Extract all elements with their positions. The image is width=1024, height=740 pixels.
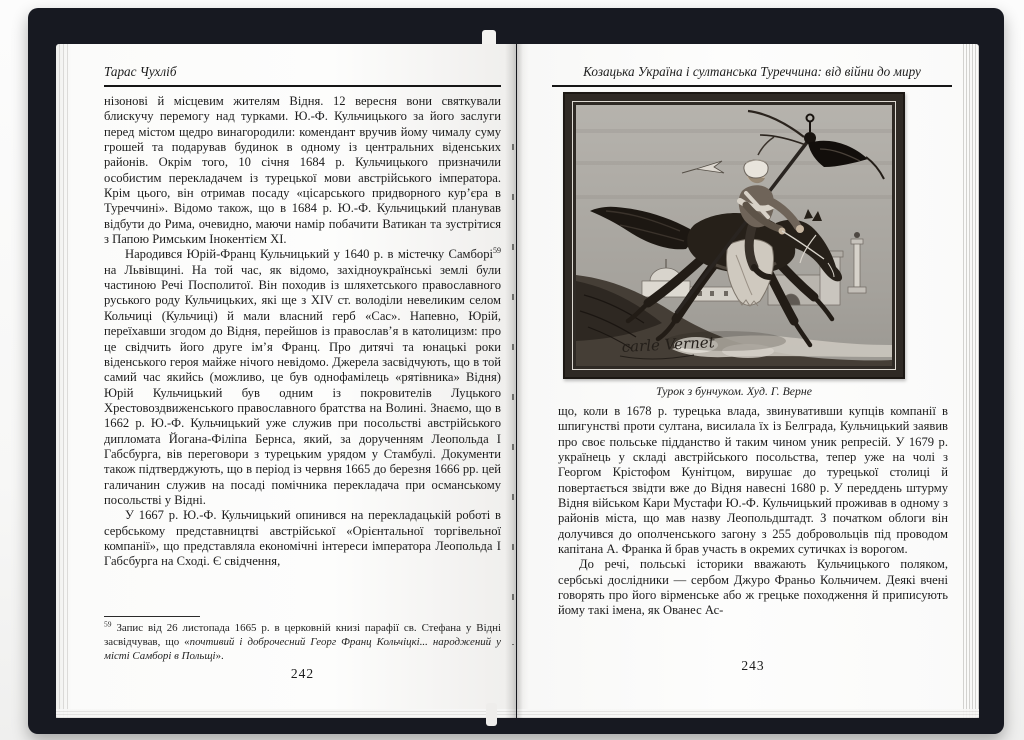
- footnote-separator: [104, 616, 200, 617]
- rider-leg: [749, 227, 754, 267]
- illustration-frame: [563, 92, 905, 379]
- page-number-left: 242: [290, 666, 315, 681]
- footnote-reference: 59: [493, 246, 501, 256]
- page-number-right: 243: [741, 658, 765, 673]
- gutter-shadow: [505, 44, 523, 718]
- illustration-caption: Турок з бунчуком. Худ. Г. Верне: [655, 384, 813, 398]
- header-rule-left: [104, 85, 501, 87]
- left-page-edge-stack: [56, 44, 68, 718]
- running-head-title: Козацька Україна і султанська Туреччина: від війни до миру: [583, 64, 921, 79]
- rider-hand: [796, 225, 804, 233]
- paragraph: Народився Юрій-Франц Кульчицький у 1640 р. в містечку Самборі$^{59}$ на Львівщині. На той час, як відомо, західноукраїнські землі були частиною Речі Посполитої. Він походив із шляхетського православного руського роду Кульчицьких, які ще з XIV ст. володіли невеликим селом Кольчиці (Кульчиці) й мали власний герб «Сас». Напевно, Юрій, переїхавши згодом до Відня, перейшов із православ’я в католицизм: про це свідчить його друге ім’я Франц. Про дитячі та юнацькі роки віденського героя майже нічого невідомо. Джерела засвідчують, що в той самий час якийсь (можливо, це був однофамілець «рятівника» Відня) Юрій Кульчицький був одним із покровителів Луцького Хрестовоздвиженського православного братства на Волині. Знаємо, що в 1662 р. Ю.-Ф. Кульчицький уже служив при посольстві австрійського дипломата Йогана-Філіпа Бернса, який, за дорученням Леопольда І Габсбурга, вів переговори з турецьким урядом у Стамбулі. Документи також підтверджують, що в період із червня 1665 до березня 1666 рр. цей галичанин служив на посаді помічника перекладача при османському посольстві у Відні.: [104, 246, 501, 507]
- footnote: $^{59}$ Запис від 26 листопада 1665 р. в церковній книзі парафії св. Стефана у Відні засвідчував, що «почтивий і доброчесний Георг Франц Кольчіцкі... народжений у місті Самборі в Польщі».: [104, 621, 501, 663]
- paragraph: нізонові й місцевим жителям Відня. 12 вересня вони святкували блискучу перемогу над турками. Ю.-Ф. Кульчицького за його заслуги перед містом щедро винагородили: комендант вручив йому чималу суму грошей та подарував будинок в одному із центральних віденських районів. Окрім того, 10 січня 1684 р. Кульчицького призначили особистим перекладачем із турецької мови австрійського імператора. Крім цього, він отримав посаду «цісарського придворного кур’єра в Туреччині». Відомо також, що в 1684 р. Ю.-Ф. Кульчицький планував відбути до Рима, очевидно, маючи намір побачити Ватикан та зустрітися з Папою Римським Інокентієм XI.: [104, 94, 501, 247]
- header-rule-right: [552, 85, 952, 87]
- footnote-quote: почтивий і доброчесний Георг Франц Кольчіцкі... народжений у місті Самборі в Польщі: [104, 636, 501, 663]
- paragraph: У 1667 р. Ю.-Ф. Кульчицький опинився на перекладацькій роботі в сербському представництві австрійської «Орієнтальної торгівельної компанії», що представляла економічні інтереси імператора Леопольда І Габсбурга на Сході. Є свідчення,: [104, 508, 501, 569]
- headband-bottom: [486, 703, 497, 726]
- frame-liner: [572, 101, 896, 370]
- paragraph: До речі, польські історики вважають Кульчицького поляком, сербські дослідники — сербом Джуро Франьо Кольчичем. Деякі вчені говорять про його вірменське або ж грецьке походження й приписують йому такі імена, як Ованес Ас-: [558, 557, 948, 618]
- left-page-body: [104, 94, 501, 616]
- artist-signature: carle Vernet: [621, 333, 716, 356]
- running-head-author: Тарас Чухліб: [104, 64, 177, 79]
- paragraph: що, коли в 1678 р. турецька влада, звинувативши купців компанії в шпигунстві проти султана, висилала їх із Белграда, Кульчицький заявив про своє польське підданство й таким чином уник репресій. У 1679 р. українець у складі австрійського посольства, тепер уже на чолі з Георгом Крістофом Кунітцом, вирушає до турецької столиці й повертається звідти вже до Відня навесні 1680 р. У переддень штурму Відня військом Кари Мустафи Ю.-Ф. Кульчицький проживав в одному з районів міста, що мав назву Леопольдштадт. З початком облоги він долучився до ополченського загону з 255 добровольців під проводом капітана А. Франка й брав участь в окремих сутичках із ворогом.: [558, 404, 948, 557]
- footnote-marker: 59: [104, 621, 112, 629]
- right-page-body: [558, 404, 948, 654]
- binding-stitches: [512, 100, 514, 645]
- column: [854, 243, 860, 287]
- turk-rider-engraving: [576, 105, 892, 366]
